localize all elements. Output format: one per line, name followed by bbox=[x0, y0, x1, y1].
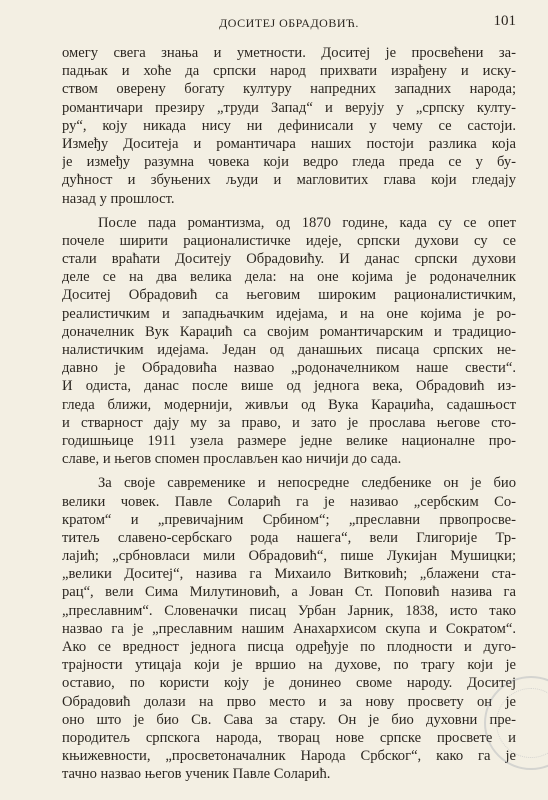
text-line: Између Доситеја и романтичара наших постоји разлика која bbox=[62, 135, 516, 152]
text-line: је између разумна човека који ведро гледа преда се у бу- bbox=[62, 154, 516, 171]
text-line: гледа ближи, модернији, живљи од Вука Караџића, садашњост bbox=[62, 396, 516, 413]
text-line: „преславним“. Словеначки писац Урбан Јарник, 1838, исто тако bbox=[62, 602, 516, 619]
text-line: рац“, вели Сима Милутиновић, а Јован Ст. Поповић назива га bbox=[62, 584, 516, 601]
text-line: тачно назвао његов ученик Павле Соларић. bbox=[62, 766, 331, 783]
page-number: 101 bbox=[493, 13, 516, 29]
text-line: За своје савременике и непосредне следбенике он је био bbox=[98, 475, 516, 492]
text-line: После пада романтизма, од 1870 године, када су се опет bbox=[98, 214, 516, 231]
text-line: оно што је био Св. Сава за стару. Он је био духовни пре- bbox=[62, 711, 516, 728]
text-line: назад у прошлост. bbox=[62, 190, 175, 207]
text-line: дућност и збуњених људи и магловитих глава који гледају bbox=[62, 172, 516, 189]
text-line: кратом“ и „превичајним Србином“; „преславни првопросве- bbox=[62, 511, 516, 528]
text-line: деле се на два велика дела: на оне којима је родоначелник bbox=[62, 269, 516, 286]
text-line: Ако се вредност једнога писца одређује по плодности и дуго- bbox=[62, 639, 516, 655]
text-line: падњак и хоће да српски народ прихвати израђену и иску- bbox=[62, 63, 516, 80]
text-line: назвао га је „преславним нашим Анахархисом скупа и Сократом“. bbox=[62, 620, 516, 637]
text-line: стали враћати Доситеју Обрадовићу. И данас српски духови bbox=[62, 251, 516, 268]
text-line: реалистичким и западњачким идејама, и на оне којима је ро- bbox=[62, 305, 516, 322]
text-line: трајности утицаја који је вршио на духове, по трагу који је bbox=[62, 657, 516, 674]
paragraph bbox=[62, 44, 516, 208]
text-line: давно је Обрадовића назвао „родоначелником наше свести“. bbox=[62, 360, 516, 377]
text-line: почеле ширити рационалистичке идеје, српски духови су се bbox=[62, 232, 516, 249]
page-header bbox=[62, 14, 516, 34]
text-line: ру“, коју никада нису ни дефинисали у чему се састоји. bbox=[62, 117, 516, 134]
text-line: Доситеј Обрадовић са његовим широким рационалистичким, bbox=[62, 287, 516, 304]
body-text bbox=[62, 44, 516, 784]
text-line: титељ славено-сербскаго рода нашега“, вели Глигорије Тр- bbox=[62, 529, 516, 546]
text-line: И одиста, данас после више од једнога века, Обрадовић из- bbox=[62, 378, 516, 395]
text-line: омегу свега знања и уметности. Доситеј је просвећени за- bbox=[62, 45, 516, 61]
text-line: „велики Доситеј“, назива га Михаило Витковић; „блажени ста- bbox=[62, 566, 516, 583]
text-line: ством оверену богату културу напредних западних народа; bbox=[62, 81, 516, 98]
text-line: породитељ српскога народа, творац нове српске просвете и bbox=[62, 729, 516, 746]
text-line: лајић; „србновласи мили Обрадовић“, пише Лукијан Мушицки; bbox=[62, 548, 516, 565]
text-line: годишњице 1911 узела размере једне велике националне про- bbox=[62, 432, 516, 449]
text-line: налистичким идејама. Један од данашњих писаца српских не- bbox=[62, 342, 516, 358]
text-line: велики човек. Павле Соларић га је називао „сербским Со- bbox=[62, 493, 516, 510]
running-title: ДОСИТЕЈ ОБРАДОВИЋ. bbox=[219, 16, 359, 30]
text-line: романтичари презиру „труди Запад“ и верују у „српску култу- bbox=[62, 99, 516, 116]
paragraph bbox=[62, 214, 516, 469]
text-line: књижевности, „просветоначалник Народа Србског“, како га је bbox=[62, 748, 516, 765]
text-line: славе, и његов спомен прослављен као ничији до сада. bbox=[62, 451, 402, 468]
text-line: Обрадовић долази на прво место и за нову просвету он је bbox=[62, 693, 516, 710]
text-line: оставио, по користи коју је донинео своме народу. Доситеј bbox=[62, 675, 516, 692]
text-line: и стварност дају му за право, и зато је прослава његове сто- bbox=[62, 414, 516, 431]
paragraph bbox=[62, 474, 516, 783]
text-line: доначелник Вук Караџић са својим романтичарским и традицио- bbox=[62, 323, 516, 340]
